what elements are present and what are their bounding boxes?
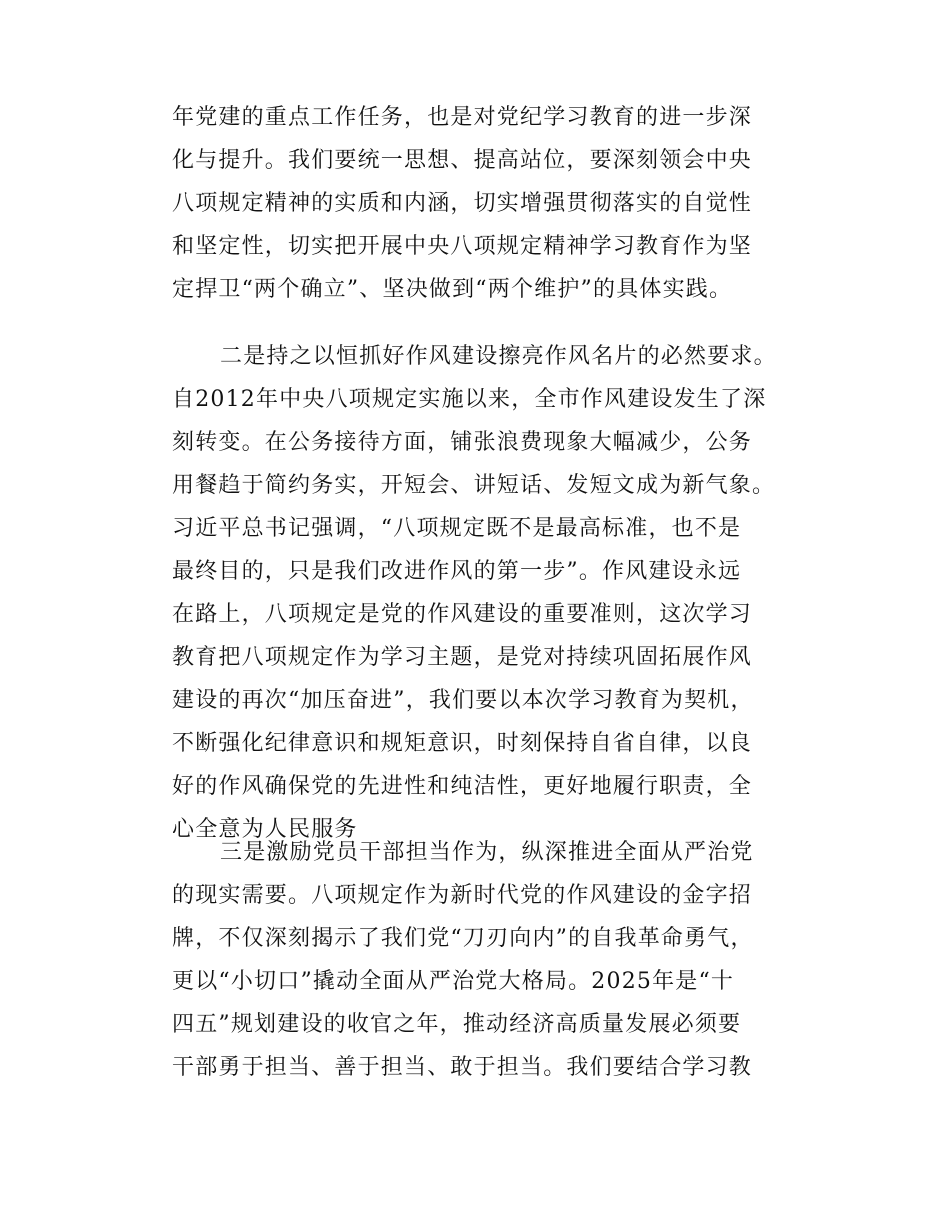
- text-line: 最终目的，只是我们改进作风的第一步”。作风建设永远: [172, 559, 742, 584]
- text-line: 更以“小切口”撬动全面从严治党大格局。2025年是“十: [172, 969, 735, 994]
- paragraph-cadre-responsibility: [172, 831, 806, 1089]
- text-line: 不断强化纪律意识和规矩意识，时刻保持自省自律，以良: [172, 731, 753, 756]
- text-line: 刻转变。在公务接待方面，铺张浪费现象大幅减少，公务: [172, 430, 753, 455]
- text-line: 习近平总书记强调，“八项规定既不是最高标准，也不是: [172, 516, 742, 541]
- paragraph-party-building: [172, 96, 806, 311]
- text-line: 自2012年中央八项规定实施以来，全市作风建设发生了深: [172, 387, 767, 412]
- text-line: 三是激励党员干部担当作为，纵深推进全面从严治党: [220, 840, 754, 865]
- text-line: 年党建的重点工作任务，也是对党纪学习教育的进一步深: [172, 105, 753, 130]
- text-line: 的现实需要。八项规定作为新时代党的作风建设的金字招: [172, 883, 753, 908]
- text-line: 好的作风确保党的先进性和纯洁性，更好地履行职责，全: [172, 774, 753, 799]
- text-line: 用餐趋于简约务实，开短会、讲短话、发短文成为新气象。: [172, 473, 776, 498]
- paragraph-work-style: [172, 335, 806, 851]
- text-line: 在路上，八项规定是党的作风建设的重要准则，这次学习: [172, 602, 753, 627]
- text-line: 教育把八项规定作为学习主题，是党对持续巩固拓展作风: [172, 645, 753, 670]
- text-line: 四五”规划建设的收官之年，推动经济高质量发展必须要: [172, 1012, 742, 1037]
- text-line: 干部勇于担当、善于担当、敢于担当。我们要结合学习教: [172, 1055, 753, 1080]
- text-line: 二是持之以恒抓好作风建设擦亮作风名片的必然要求。: [220, 344, 777, 369]
- text-line: 牌，不仅深刻揭示了我们党“刀刃向内”的自我革命勇气，: [172, 926, 754, 951]
- text-line: 八项规定精神的实质和内涵，切实增强贯彻落实的自觉性: [172, 191, 753, 216]
- text-line: 和坚定性，切实把开展中央八项规定精神学习教育作为坚: [172, 234, 753, 259]
- text-line: 建设的再次“加压奋进”，我们要以本次学习教育为契机，: [172, 688, 754, 713]
- text-line: 定捍卫“两个确立”、坚决做到“两个维护”的具体实践。: [172, 277, 733, 302]
- text-line: 心全意为人民服务: [172, 817, 358, 842]
- text-line: 化与提升。我们要统一思想、提高站位，要深刻领会中央: [172, 148, 753, 173]
